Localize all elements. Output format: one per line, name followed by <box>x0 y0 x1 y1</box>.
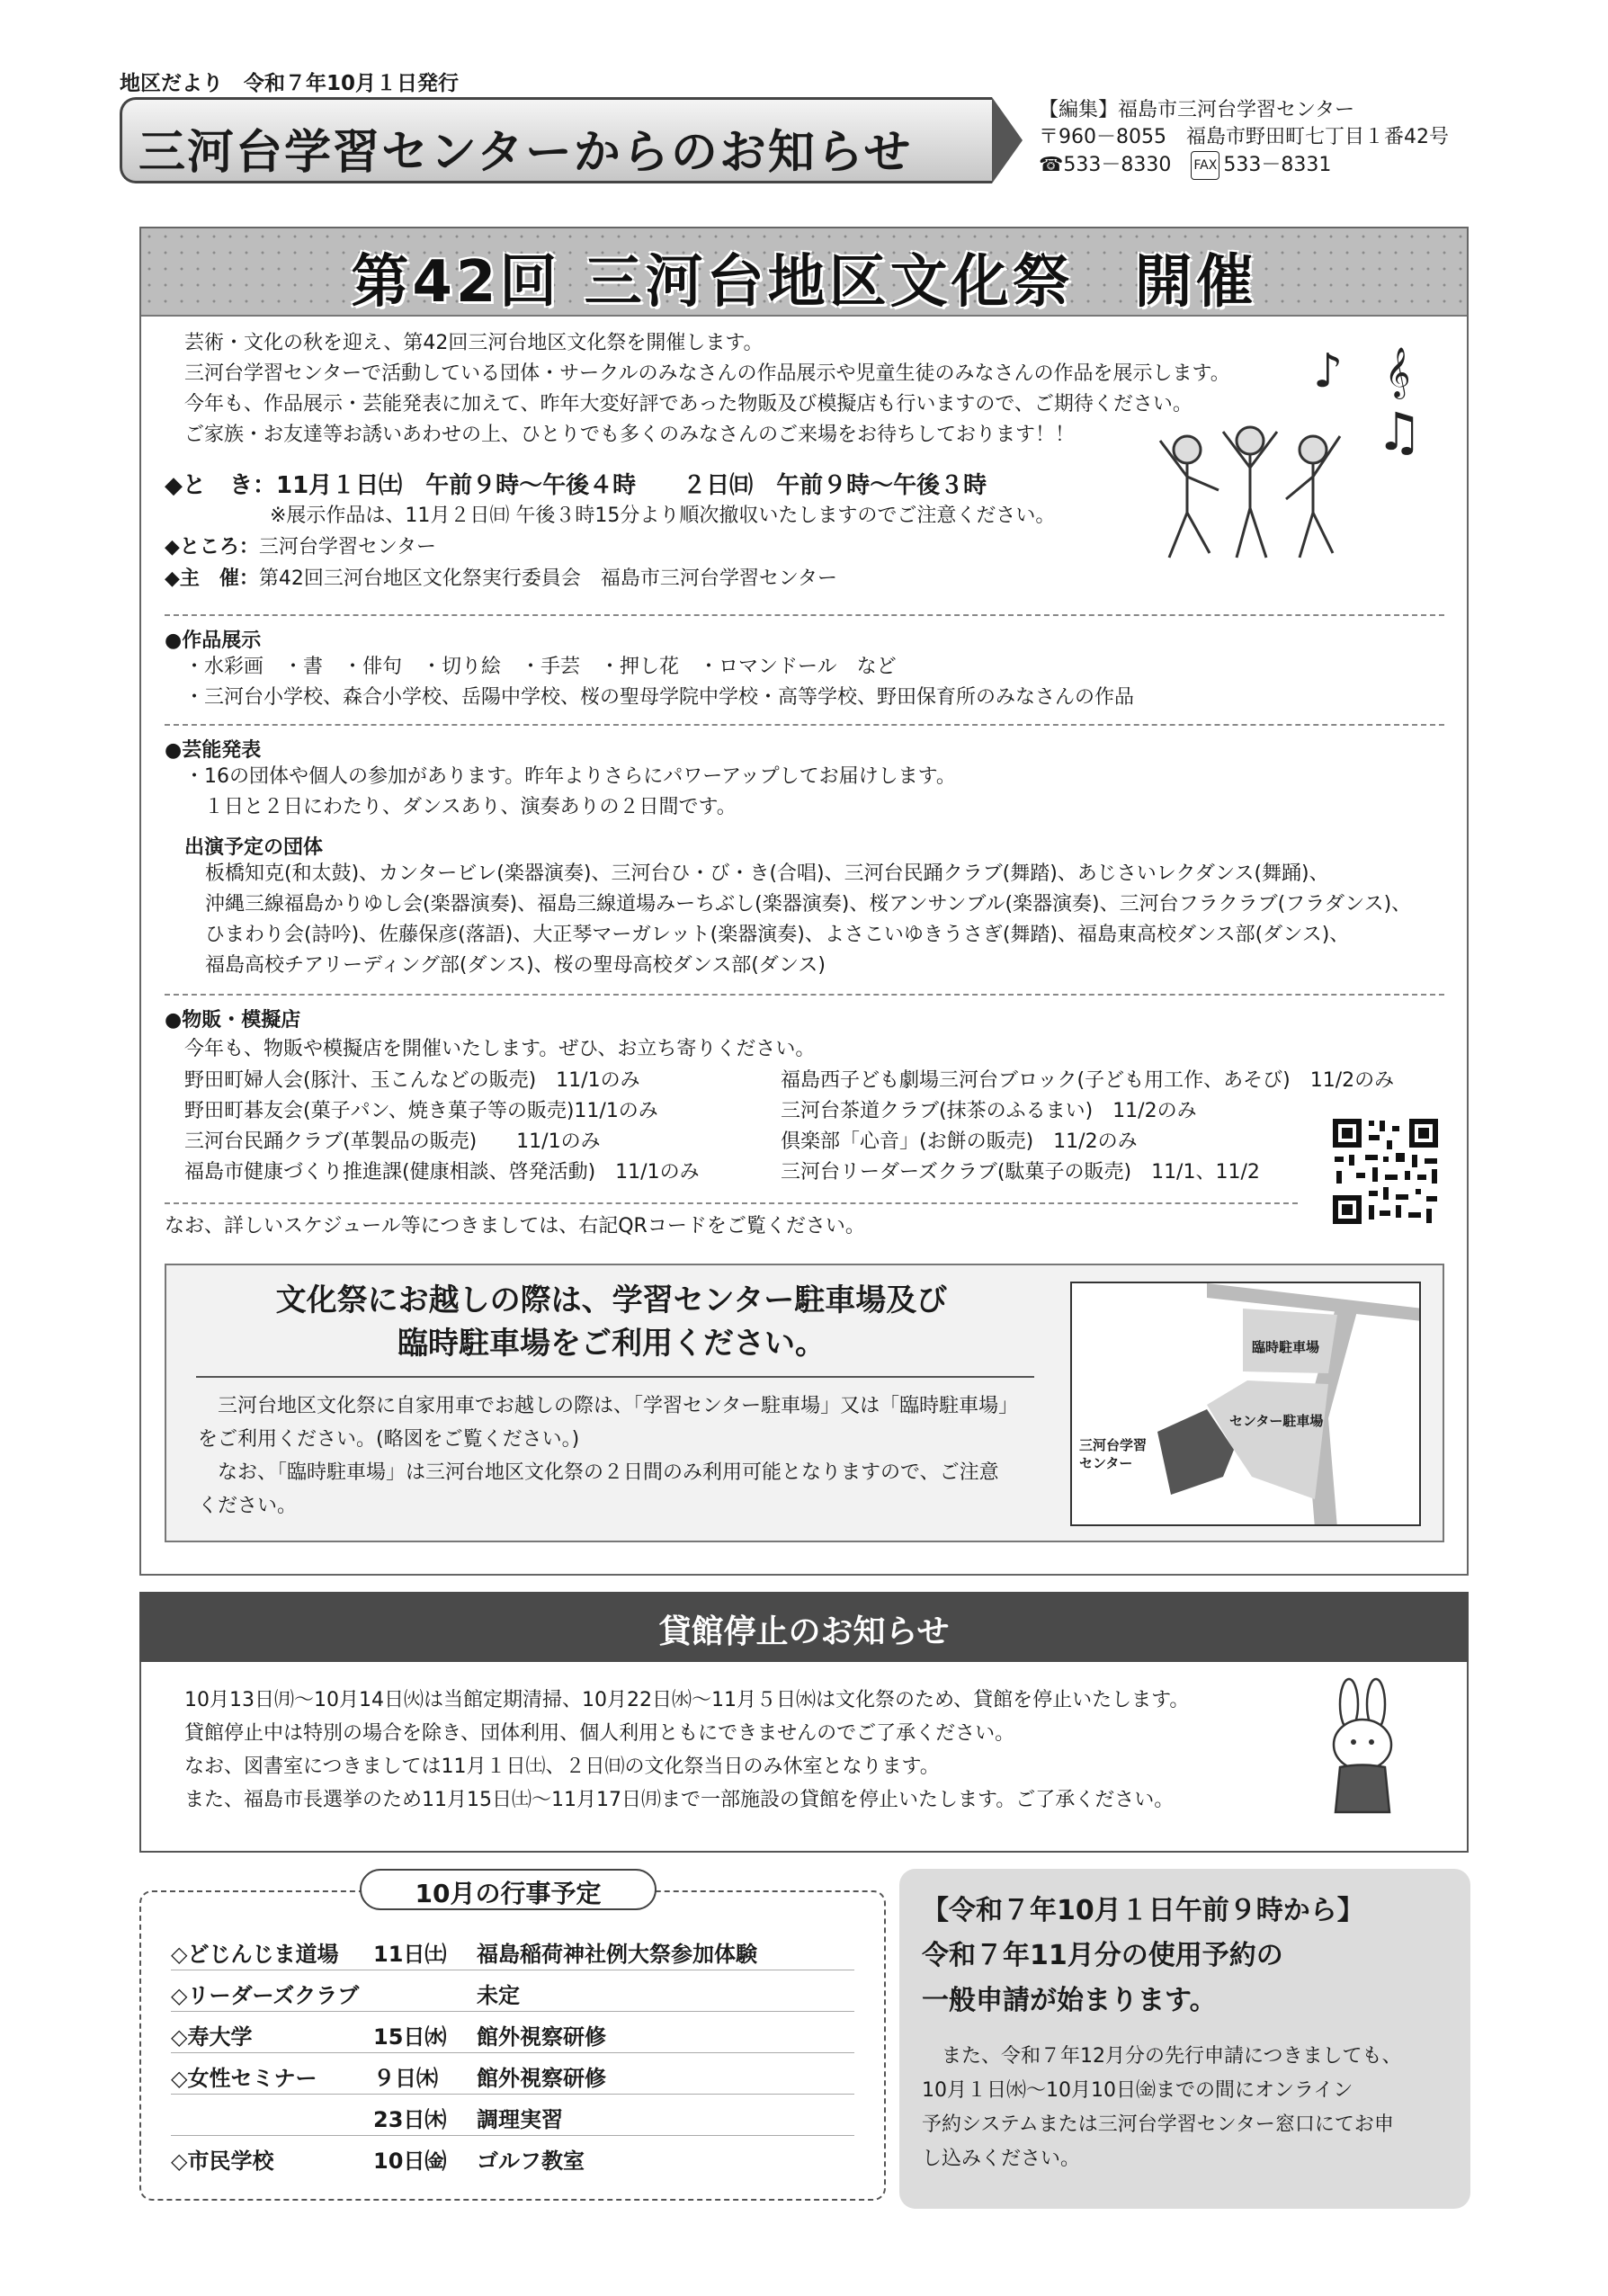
schedule-row <box>171 2136 854 2177</box>
page-title: 三河台学習センターからのお知らせ <box>120 97 992 183</box>
divider <box>165 614 1444 616</box>
map-label-building <box>1079 1436 1147 1472</box>
divider <box>165 724 1444 726</box>
schedule-event: 未定 <box>477 1983 520 2008</box>
performance-line: ・16の団体や個人の参加があります。昨年よりさらにパワーアップしてお届けします。 <box>184 765 956 788</box>
closure-line: 10月13日㈪～10月14日㈫は当館定期清掃、10月22日㈬～11月５日㈬は文化祭のため、貸館を停止いたします。 <box>184 1689 1190 1711</box>
sales-item: 野田町婦人会(豚汁、玉こんなどの販売) 11/1のみ <box>184 1069 640 1092</box>
schedule-event: 福島稲荷神社例大祭参加体験 <box>477 1942 757 1967</box>
reservation-heading-line: 【令和７年10月１日午前９時から】 <box>922 1895 1364 1926</box>
parking-title-line: 臨時駐車場をご利用ください。 <box>398 1326 826 1362</box>
schedule-row <box>171 2053 854 2095</box>
schedule-date: 10日㈮ <box>373 2149 447 2174</box>
sales-intro: 今年も、物販や模擬店を開催いたします。ぜひ、お立ち寄りください。 <box>184 1038 816 1060</box>
performance-line: １日と２日にわたり、ダンスあり、演奏ありの２日間です。 <box>184 796 737 818</box>
festival-when <box>165 469 987 502</box>
schedule-row <box>171 2012 854 2053</box>
festival-host <box>165 564 837 594</box>
closure-line: 貸館停止中は特別の場合を除き、団体利用、個人利用ともにできませんのでご了承ください。 <box>184 1722 1015 1745</box>
host-label: ◆主 催： <box>165 567 259 590</box>
map-building-line: 三河台学習 <box>1079 1437 1148 1453</box>
reservation-body <box>922 2040 1402 2176</box>
schedule-name: ◇市民学校 <box>171 2149 274 2174</box>
intro-line: ご家族・お友達等お誘いあわせの上、ひとりでも多くのみなさんのご来場をお待ちしております！！ <box>184 424 1076 446</box>
sales-heading: ●物販・模擬店 <box>165 1009 301 1032</box>
parking-body-line: ください。 <box>198 1495 298 1517</box>
closure-title: 貸館停止のお知らせ <box>139 1592 1469 1662</box>
schedule-date: 11日㈯ <box>373 1942 447 1967</box>
dancer-icon <box>1160 427 1340 558</box>
festival-intro <box>184 328 1230 451</box>
title-arrow-decoration <box>992 97 1023 183</box>
intro-line: 今年も、作品展示・芸能発表に加えて、昨年大変好評であった物販及び模擬店も行いますので、ご期待ください。 <box>184 393 1193 415</box>
svg-text:♪: ♪ <box>1313 344 1344 398</box>
schedule-name: ◇寿大学 <box>171 2024 253 2050</box>
schedule-row <box>171 1970 854 2012</box>
svg-text:𝄞: 𝄞 <box>1385 347 1411 398</box>
where-value: 三河台学習センター <box>258 536 437 558</box>
festival-where <box>165 532 436 563</box>
groups-line: 福島高校チアリーディング部(ダンス)、桜の聖母高校ダンス部(ダンス) <box>205 954 826 977</box>
map-building-line: センター <box>1079 1455 1133 1471</box>
divider <box>196 1376 1034 1378</box>
reservation-line: また、令和７年12月分の先行申請につきましても、 <box>922 2045 1402 2068</box>
parking-body-line: をご利用ください。(略図をご覧ください。) <box>198 1428 580 1451</box>
groups-heading: 出演予定の団体 <box>184 836 324 859</box>
festival-title: 第42回 三河台地区文化祭 開催 <box>351 249 1257 316</box>
schedule-date: ９日㈭ <box>373 2066 438 2091</box>
phone-number: 533－8330 <box>1063 154 1172 176</box>
schedule-name: ◇どじんじま道場 <box>171 1942 339 1967</box>
dancing-people-illustration <box>1124 333 1448 576</box>
editor-address: 〒960－8055 福島市野田町七丁目１番42号 <box>1039 126 1449 148</box>
works-line: ・水彩画 ・書 ・俳句 ・切り絵 ・手芸 ・押し花 ・ロマンドール など <box>184 656 897 678</box>
editor-name: 【編集】福島市三河台学習センター <box>1039 99 1355 121</box>
performance-heading: ●芸能発表 <box>165 739 262 762</box>
when-note: ※展示作品は、11月２日㈰ 午後３時15分より順次撤収いたしますのでご注意ください。 <box>270 505 1056 527</box>
performance-list <box>184 762 956 823</box>
qr-note: なお、詳しいスケジュール等につきましては、右記QRコードをご覧ください。 <box>165 1215 865 1237</box>
schedule-event: 調理実習 <box>477 2107 563 2132</box>
parking-map <box>1070 1282 1421 1526</box>
music-note-icon <box>1313 344 1423 462</box>
intro-line: 芸術・文化の秋を迎え、第42回三河台地区文化祭を開催します。 <box>184 332 764 354</box>
issue-date-tag: 地区だより 令和７年10月１日発行 <box>120 72 460 95</box>
schedule-row <box>171 2095 854 2136</box>
schedule-name: ◇女性セミナー <box>171 2066 317 2091</box>
closure-line: また、福島市長選挙のため11月15日㈯～11月17日㈪まで一部施設の貸館を停止いたします。ご了承ください。 <box>184 1789 1175 1811</box>
sales-item: 三河台リーダーズクラブ(駄菓子の販売) 11/1、11/2 <box>781 1161 1260 1184</box>
reservation-line: 予約システムまたは三河台学習センター窓口にてお申 <box>922 2113 1394 2136</box>
qr-code-icon[interactable] <box>1329 1115 1442 1228</box>
works-heading: ●作品展示 <box>165 630 262 652</box>
parking-body-line: なお、「臨時駐車場」は三河台地区文化祭の２日間のみ利用可能となりますので、ご注意 <box>198 1461 999 1484</box>
reservation-heading <box>922 1889 1364 2024</box>
works-list <box>184 652 1134 713</box>
rabbit-mascot-icon <box>1309 1677 1416 1821</box>
fax-number: 533－8331 <box>1223 154 1332 176</box>
when-value: 11月１日㈯ 午前９時～午後４時 ２日㈰ 午前９時～午後３時 <box>276 472 987 499</box>
fax-icon: FAX <box>1191 151 1219 180</box>
closure-body <box>184 1684 1189 1817</box>
schedule-date: 15日㈬ <box>373 2024 447 2050</box>
where-label: ◆ところ： <box>165 536 259 558</box>
divider <box>165 1202 1298 1204</box>
reservation-line: し込みください。 <box>922 2148 1081 2170</box>
map-label-center-parking: センター駐車場 <box>1229 1413 1324 1429</box>
parking-title <box>180 1279 1043 1365</box>
schedule-event: 館外視察研修 <box>477 2024 606 2050</box>
editor-phone <box>1039 151 1449 180</box>
sales-right-list <box>781 1066 1394 1188</box>
parking-body <box>198 1389 1018 1523</box>
schedule-title: 10月の行事予定 <box>360 1869 657 1910</box>
schedule-event: 館外視察研修 <box>477 2066 606 2091</box>
reservation-heading-line: 一般申請が始まります。 <box>922 1985 1217 2016</box>
reservation-heading-line: 令和７年11月分の使用予約の <box>922 1940 1283 1971</box>
sales-item: 野田町碁友会(菓子パン、焼き菓子等の販売)11/1のみ <box>184 1100 658 1122</box>
sales-item: 福島西子ども劇場三河台ブロック(子ども用工作、あそび) 11/2のみ <box>781 1069 1395 1092</box>
closure-line: なお、図書室につきましては11月１日㈯、２日㈰の文化祭当日のみ休室となります。 <box>184 1756 940 1778</box>
groups-list <box>205 859 1411 981</box>
groups-line: 沖縄三線福島かりゆし会(楽器演奏)、福島三線道場みーちぶし(楽器演奏)、桜アンサンブル(楽器演奏)、三河台フラクラブ(フラダンス)、 <box>205 893 1412 916</box>
reservation-line: 10月１日㈬～10月10日㈮までの間にオンライン <box>922 2079 1353 2102</box>
host-value: 第42回三河台地区文化祭実行委員会 福島市三河台学習センター <box>258 567 838 590</box>
works-line: ・三河台小学校、森合小学校、岳陽中学校、桜の聖母学院中学校・高等学校、野田保育所のみなさんの作品 <box>184 686 1135 709</box>
parking-title-line: 文化祭にお越しの際は、学習センター駐車場及び <box>275 1282 948 1318</box>
divider <box>165 994 1444 996</box>
intro-line: 三河台学習センターで活動している団体・サークルのみなさんの作品展示や児童生徒のみなさんの作品を展示します。 <box>184 362 1230 385</box>
schedule-event: ゴルフ教室 <box>477 2149 585 2174</box>
sales-item: 福島市健康づくり推進課(健康相談、啓発活動) 11/1のみ <box>184 1161 700 1184</box>
parking-body-line: 三河台地区文化祭に自家用車でお越しの際は、「学習センター駐車場」又は「臨時駐車場」 <box>198 1395 1019 1417</box>
schedule-date: 23日㈭ <box>373 2107 447 2132</box>
map-label-temp-parking: 臨時駐車場 <box>1252 1339 1320 1355</box>
groups-line: ひまわり会(詩吟)、佐藤保彦(落語)、大正琴マーガレット(楽器演奏)、よさこいゆきうさぎ(舞踏)、福島東高校ダンス部(ダンス)、 <box>205 924 1350 946</box>
schedule-name: ◇リーダーズクラブ <box>171 1983 360 2008</box>
sales-item: 倶楽部「心音」(お餅の販売) 11/2のみ <box>781 1130 1138 1153</box>
groups-line: 板橋知克(和太鼓)、カンタービレ(楽器演奏)、三河台ひ・び・き(合唱)、三河台民踊クラブ(舞踏)、あじさいレクダンス(舞踊)、 <box>205 862 1329 885</box>
when-label: ◆と き： <box>165 472 276 499</box>
phone-icon: ☎ <box>1039 154 1064 176</box>
svg-text:♫: ♫ <box>1376 401 1423 462</box>
editor-info <box>1039 97 1449 180</box>
schedule-row <box>171 1929 854 1970</box>
sales-item: 三河台茶道クラブ(抹茶のふるまい) 11/2のみ <box>781 1100 1197 1122</box>
sales-item: 三河台民踊クラブ(革製品の販売) 11/1のみ <box>184 1130 601 1153</box>
sales-left-list <box>184 1066 700 1188</box>
